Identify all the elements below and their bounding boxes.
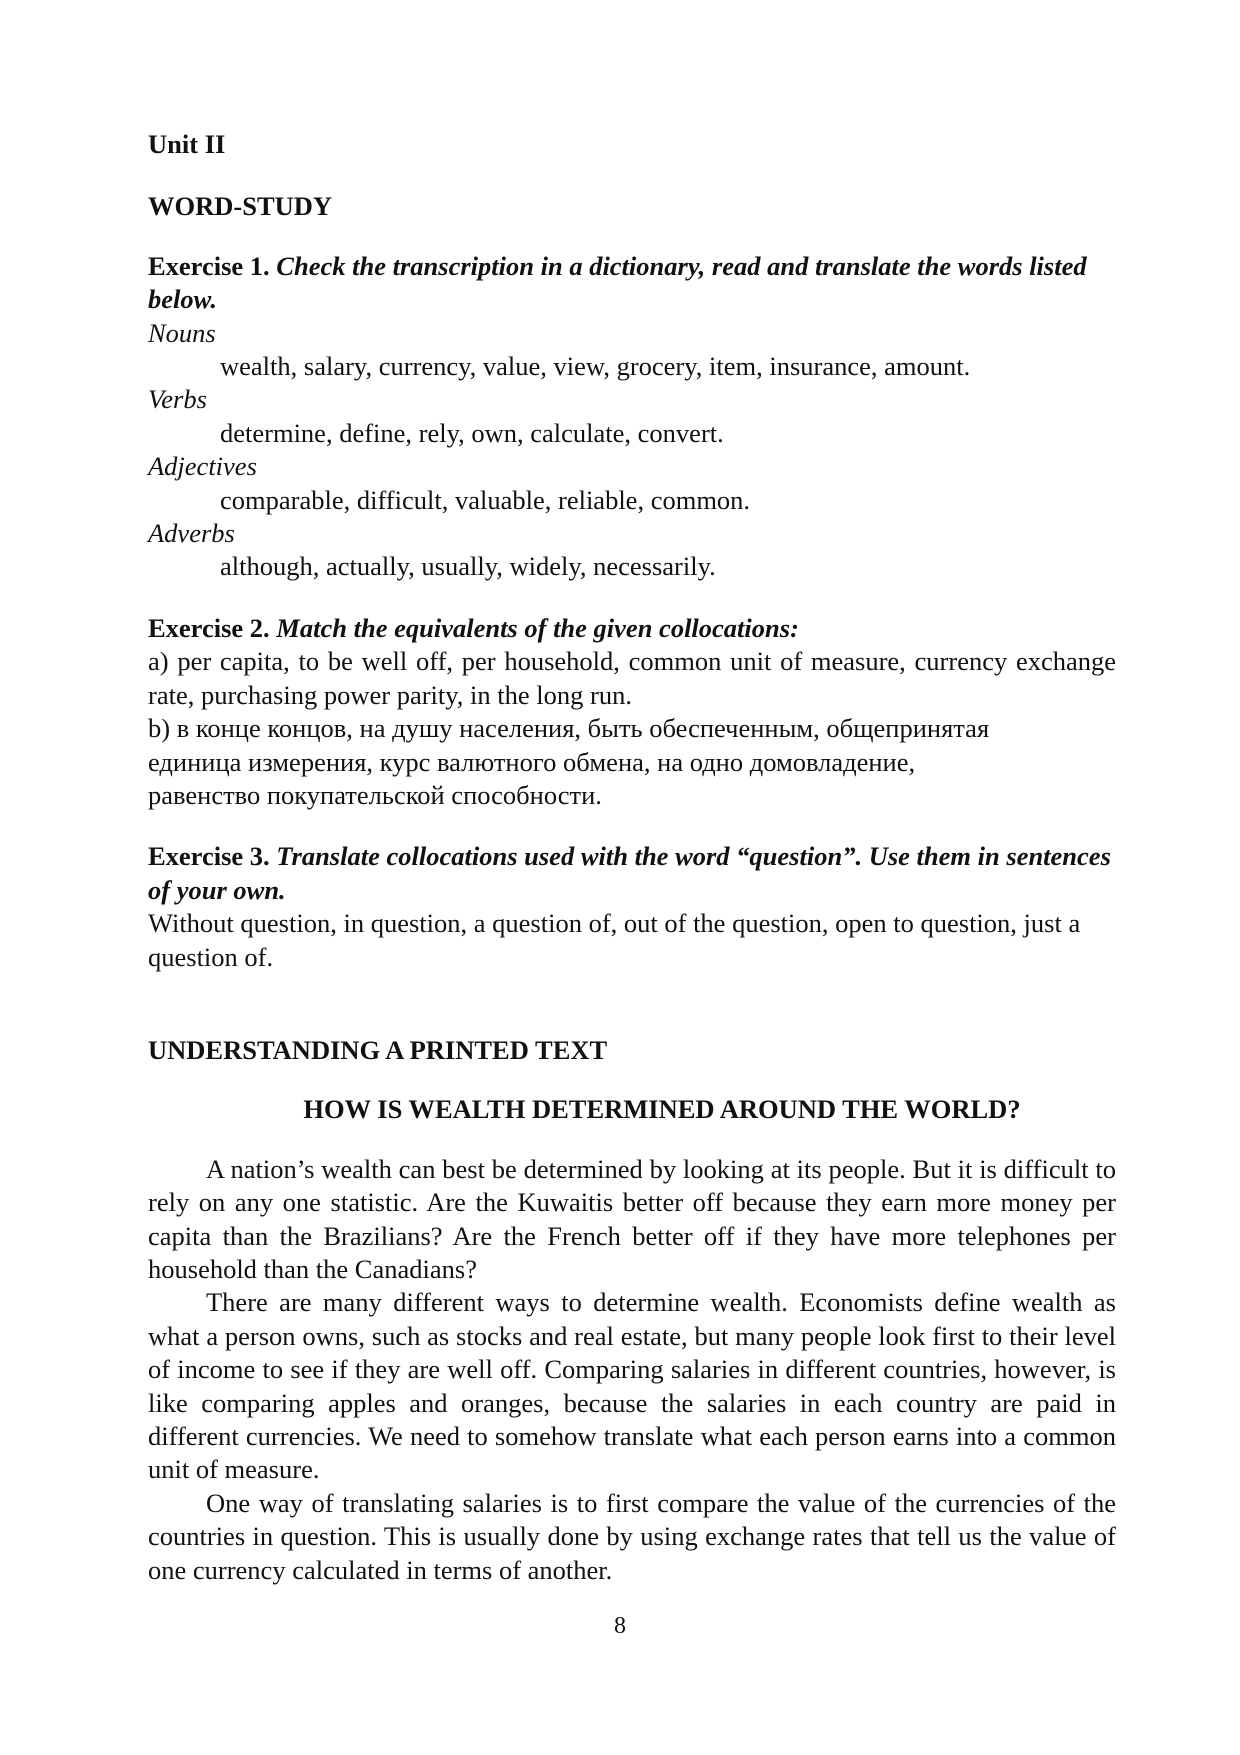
- exercise-2: [148, 612, 1116, 812]
- exercise-2-part-a: a) per capita, to be well off, per household, common unit of measure, currency exchange rate, purchasing power parity, in the long run.: [148, 646, 1116, 710]
- unit-title: Unit II: [148, 129, 226, 159]
- exercise-2-part-b-line-2: единица измерения, курс валютного обмена, на одно домовладение,: [148, 746, 916, 777]
- nouns-words: wealth, salary, currency, value, view, grocery, item, insurance, amount.: [220, 351, 971, 382]
- exercise-2-part-b-line-3: равенство покупательской способности.: [148, 779, 602, 810]
- adverbs-label: Adverbs: [148, 518, 235, 549]
- exercise-3-label: Exercise 3.: [148, 841, 270, 872]
- exercise-2-part-b-line-1: b) в конце концов, на душу населения, быть обеспеченным, общепринятая: [148, 713, 990, 744]
- exercise-2-title: [148, 612, 1116, 645]
- article-title: HOW IS WEALTH DETERMINED AROUND THE WORLD?: [303, 1094, 1021, 1125]
- article-paragraph-1: A nation’s wealth can best be determined by looking at its people. But it is difficult to rely on any one statistic. Are the Kuwaitis better off because they earn more money per capita than the Brazilians? Are the French better off if they have more telephones per household than the Canadians?: [148, 1153, 1116, 1284]
- exercise-1-instruction: Check the transcription in a dictionary, read and translate the words listed below.: [148, 250, 1087, 315]
- word-study-heading: WORD-STUDY: [148, 191, 333, 222]
- exercise-3-title: [148, 840, 1116, 907]
- exercise-2-instruction: Match the equivalents of the given collocations:: [276, 612, 799, 643]
- adverbs-words: although, actually, usually, widely, necessarily.: [220, 551, 716, 582]
- document-page: [148, 128, 1116, 1587]
- exercise-1-label: Exercise 1.: [148, 250, 270, 281]
- exercise-3: [148, 840, 1116, 974]
- exercise-2-label: Exercise 2.: [148, 612, 270, 643]
- article-body: [148, 1153, 1116, 1587]
- adjectives-label: Adjectives: [148, 451, 257, 482]
- article-paragraph-3: One way of translating salaries is to first compare the value of the currencies of the countries in question. This is usually done by using exchange rates that tell us the value of one currency calculated in terms of another.: [148, 1487, 1116, 1585]
- exercise-1: [148, 250, 1116, 584]
- verbs-label: Verbs: [148, 384, 207, 415]
- exercise-3-instruction: Translate collocations used with the word “question”. Use them in sentences of your own.: [148, 841, 1111, 905]
- adjectives-words: comparable, difficult, valuable, reliable, common.: [220, 484, 751, 515]
- page-number: 8: [614, 1613, 626, 1639]
- article-paragraph-2: There are many different ways to determine wealth. Economists define wealth as what a person owns, such as stocks and real estate, but many people look first to their level of income to see if they are well off. Comparing salaries in different countries, however, is like comparing apples and oranges, because the salaries in each country are paid in different currencies. We need to somehow translate what each person earns into a common unit of measure.: [148, 1287, 1116, 1485]
- nouns-label: Nouns: [148, 317, 216, 348]
- verbs-words: determine, define, rely, own, calculate, convert.: [220, 417, 724, 448]
- exercise-3-body: Without question, in question, a question of, out of the question, open to question, just a question of.: [148, 908, 1081, 972]
- exercise-1-title: [148, 250, 1116, 317]
- printed-text-heading: UNDERSTANDING A PRINTED TEXT: [148, 1034, 608, 1065]
